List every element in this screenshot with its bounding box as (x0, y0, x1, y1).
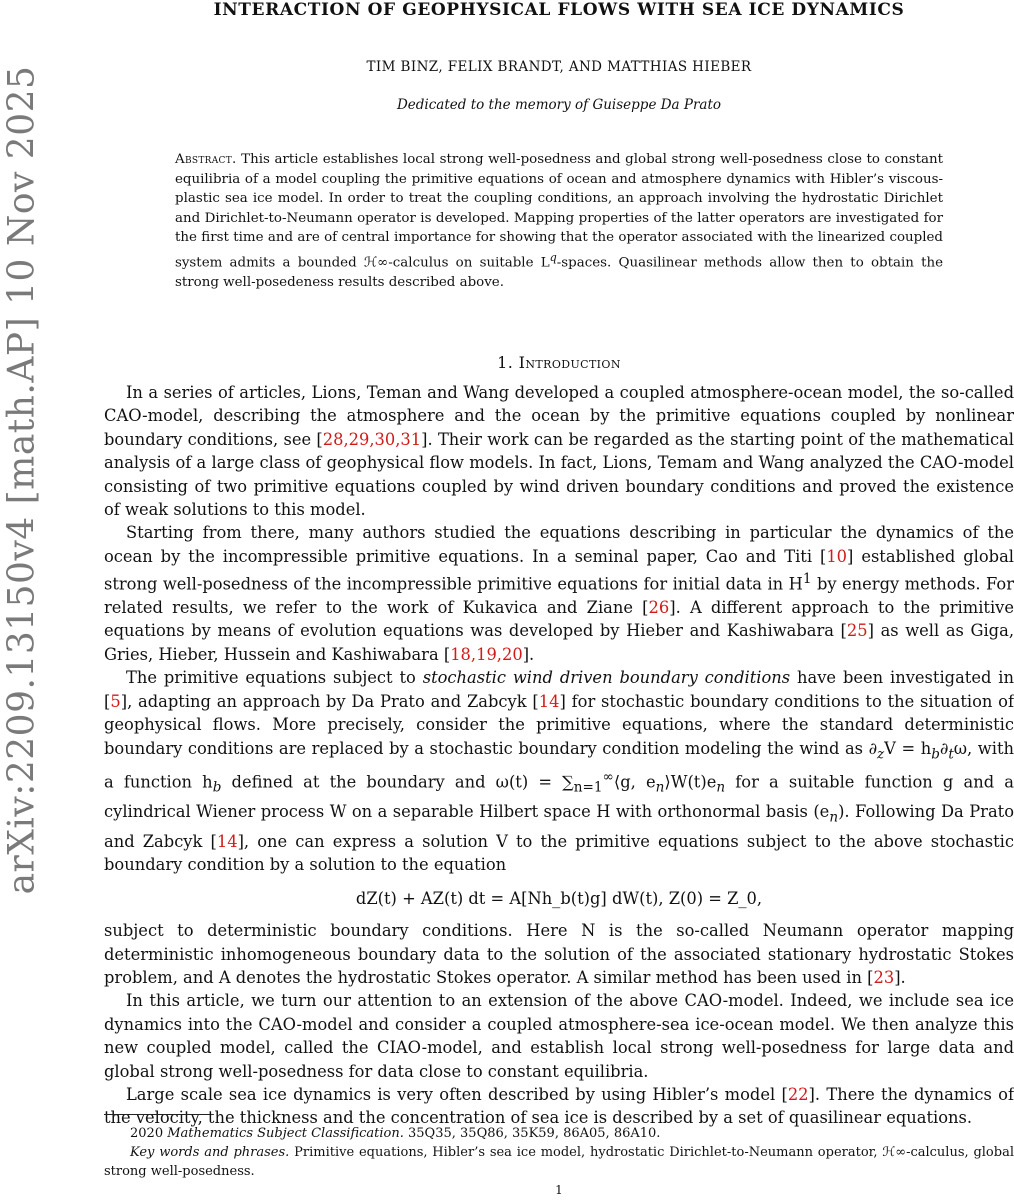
dedication: Dedicated to the memory of Guiseppe Da Prato (396, 97, 722, 113)
abstract (175, 150, 943, 293)
citation-link[interactable]: 23 (873, 967, 895, 987)
arxiv-id: arXiv:2209.13150v4 [math.AP] 10 Nov 2025 (1, 65, 43, 895)
author-list: TIM BINZ, FELIX BRANDT, AND MATTHIAS HIEBER (366, 59, 752, 75)
abstract-text-3: -spaces. Quasilinear methods allow then to obtain the strong well-posedeness results described above. (175, 255, 944, 291)
abstract-text-2: -calculus on suitable L (388, 255, 550, 271)
abstract-text-1: This article establishes local strong well-posedness and global strong well-posedness close to constant equilibria of a model coupling the primitive equations of ocean and atmosphere dynamics with Hibler’s viscous-plastic sea ice model. In order to treat the coupling conditions, an approach involving the hydrostatic Dirichlet and Dirichlet-to-Neumann operator is developed. Mapping properties of the latter operators are investigated for the first time and are of central importance for showing that the operator associated with the linearized coupled system admits a bounded (175, 152, 943, 271)
citation-link[interactable]: 18,19,20 (450, 644, 523, 664)
citation-link[interactable]: 14 (216, 831, 238, 851)
paragraph-1: In a series of articles, Lions, Teman and Wang developed a coupled atmosphere-ocean model, the so-called CAO-model, describing the atmosphere and the ocean by the primitive equations coupled by nonlinear boundary conditions, see [28,29,30,31]. Their work can be regarded as the starting point of the mathematical analysis of a large class of geophysical flow models. In fact, Lions, Temam and Wang analyzed the CAO-model consisting of two primitive equations coupled by wind driven boundary conditions and proved the existence of weak solutions to this model. (104, 383, 1014, 520)
body-text (104, 381, 1014, 1130)
abstract-label: Abstract. (175, 152, 237, 167)
arxiv-sidebar-stamp (1, 65, 43, 895)
msc-footnote: 2020 Mathematics Subject Classification. 35Q35, 35Q86, 35K59, 86A05, 86A10. (130, 1126, 661, 1141)
citation-link[interactable]: 28,29,30,31 (322, 429, 422, 449)
citation-link[interactable]: 22 (787, 1084, 809, 1104)
display-equation: dZ(t) + AZ(t) dt = A[Nh_b(t)g] dW(t), Z(0) = Z_0, (355, 888, 763, 908)
keywords-footnote: Key words and phrases. Primitive equations, Hibler’s sea ice model, hydrostatic Dirichlet-to-Neumann operator, ℋ∞-calculus, global strong well-posedness. (104, 1145, 1014, 1179)
paper-title: INTERACTION OF GEOPHYSICAL FLOWS WITH SEA ICE DYNAMICS (213, 0, 905, 20)
section-heading: 1. Introduction (497, 353, 621, 372)
paragraph-5: In this article, we turn our attention to an extension of the above CAO-model. Indeed, we include sea ice dynamics into the CAO-model and consider a coupled atmosphere-sea ice-ocean model. We then analyze this new coupled model, called the CIAO-model, and establish local strong well-posedness for large data and global strong well-posedness for data close to constant equilibria. (104, 991, 1014, 1081)
page-number: 1 (555, 1183, 563, 1197)
paragraph-2: Starting from there, many authors studied the equations describing in particular the dynamics of the ocean by the incompressible primitive equations. In a seminal paper, Cao and Titi [10] established global strong well-posedness of the incompressible primitive equations for initial data in $H^1$ by energy methods. For related results, we refer to the work of Kukavica and Ziane [26]. A different approach to the primitive equations by means of evolution equations was developed by Hieber and Kashiwabara [25] as well as Giga, Gries, Hieber, Hussein and Kashiwabara [18,19,20]. (104, 523, 1014, 664)
h-infinity-symbol: ℋ∞ (363, 255, 389, 271)
citation-link[interactable]: 14 (538, 691, 560, 711)
emphasis: stochastic wind driven boundary conditions (422, 668, 791, 688)
lq-superscript: q (549, 250, 557, 264)
footnotes (104, 1124, 1014, 1181)
footnote-divider (104, 1114, 210, 1115)
citation-link[interactable]: 26 (648, 598, 670, 618)
citation-link[interactable]: 10 (826, 546, 848, 566)
paragraph-6: Large scale sea ice dynamics is very often described by using Hibler’s model [22]. There the dynamics of the velocity, the thickness and the concentration of sea ice is described by a set of quasilinear equations. (104, 1084, 1014, 1128)
citation-link[interactable]: 5 (110, 691, 121, 711)
paragraph-3: The primitive equations subject to stochastic wind driven boundary conditions have been investigated in [5], adapting an approach by Da Prato and Zabcyk [14] for stochastic boundary conditions to the situation of geophysical flows. More precisely, consider the primitive equations, where the standard deterministic boundary conditions are replaced by a stochastic boundary condition modeling the wind as $\partial_zV = h_b\partial_t\omega$, with a function $h_b$ defined at the boundary and $\omega(t) = \sum_{n=1}^\infty⟨g$, $e_n⟩W(t)e_n$ for a suitable function g and a cylindrical Wiener process W on a separable Hilbert space H with orthonormal basis $(e_n)$. Following Da Prato and Zabcyk [14], one can express a solution V to the primitive equations subject to the above stochastic boundary condition by a solution to the equation (104, 668, 1014, 875)
citation-link[interactable]: 25 (846, 621, 868, 641)
paragraph-4: subject to deterministic boundary conditions. Here N is the so-called Neumann operator mapping deterministic inhomogeneous boundary data to the solution of the associated stationary hydrostatic Stokes problem, and A denotes the hydrostatic Stokes operator. A similar method has been used in [23]. (104, 921, 1014, 987)
